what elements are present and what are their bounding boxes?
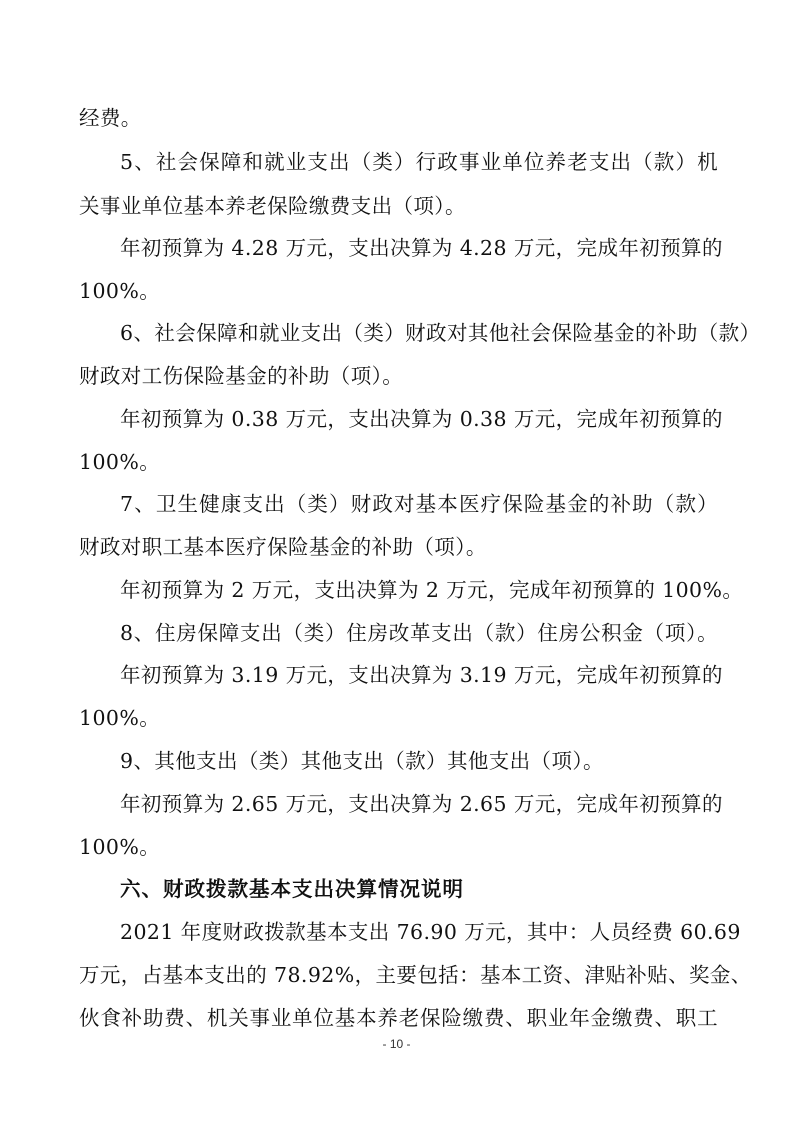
section-6-paragraph-line-2: 万元，占基本支出的 78.92%，主要包括：基本工资、津贴补贴、奖金、 <box>79 963 752 987</box>
item-7-title: 7、卫生健康支出（类）财政对基本医疗保险基金的补助（款） <box>120 492 718 516</box>
item-6-title: 6、社会保障和就业支出（类）财政对其他社会保险基金的补助（款） <box>120 321 761 345</box>
item-9-budget: 年初预算为 2.65 万元，支出决算为 2.65 万元，完成年初预算的 <box>120 792 723 816</box>
item-5-title: 5、社会保障和就业支出（类）行政事业单位养老支出（款）机 <box>120 150 718 174</box>
item-5-budget-continued: 100%。 <box>79 279 161 303</box>
item-5-title-continued: 关事业单位基本养老保险缴费支出（项）。 <box>79 194 466 218</box>
item-6-budget-continued: 100%。 <box>79 450 161 474</box>
item-9-title: 9、其他支出（类）其他支出（款）其他支出（项）。 <box>120 749 604 773</box>
section-6-paragraph-line-1: 2021 年度财政拨款基本支出 76.90 万元，其中：人员经费 60.69 <box>120 920 741 944</box>
section-6-heading: 六、财政拨款基本支出决算情况说明 <box>120 877 464 901</box>
item-8-budget: 年初预算为 3.19 万元，支出决算为 3.19 万元，完成年初预算的 <box>120 663 723 687</box>
item-8-budget-continued: 100%。 <box>79 706 161 730</box>
item-7-title-continued: 财政对职工基本医疗保险基金的补助（项）。 <box>79 535 487 559</box>
item-6-title-continued: 财政对工伤保险基金的补助（项）。 <box>79 364 404 388</box>
text-line: 经费。 <box>79 106 142 130</box>
item-7-budget: 年初预算为 2 万元，支出决算为 2 万元，完成年初预算的 100%。 <box>120 578 744 602</box>
item-9-budget-continued: 100%。 <box>79 835 161 859</box>
section-6-paragraph-line-3: 伙食补助费、机关事业单位基本养老保险缴费、职业年金缴费、职工 <box>79 1006 718 1030</box>
item-8-title: 8、住房保障支出（类）住房改革支出（款）住房公积金（项）。 <box>120 621 718 645</box>
item-6-budget: 年初预算为 0.38 万元，支出决算为 0.38 万元，完成年初预算的 <box>120 407 723 431</box>
page-number: - 10 - <box>382 1037 411 1051</box>
item-5-budget: 年初预算为 4.28 万元，支出决算为 4.28 万元，完成年初预算的 <box>120 236 723 260</box>
